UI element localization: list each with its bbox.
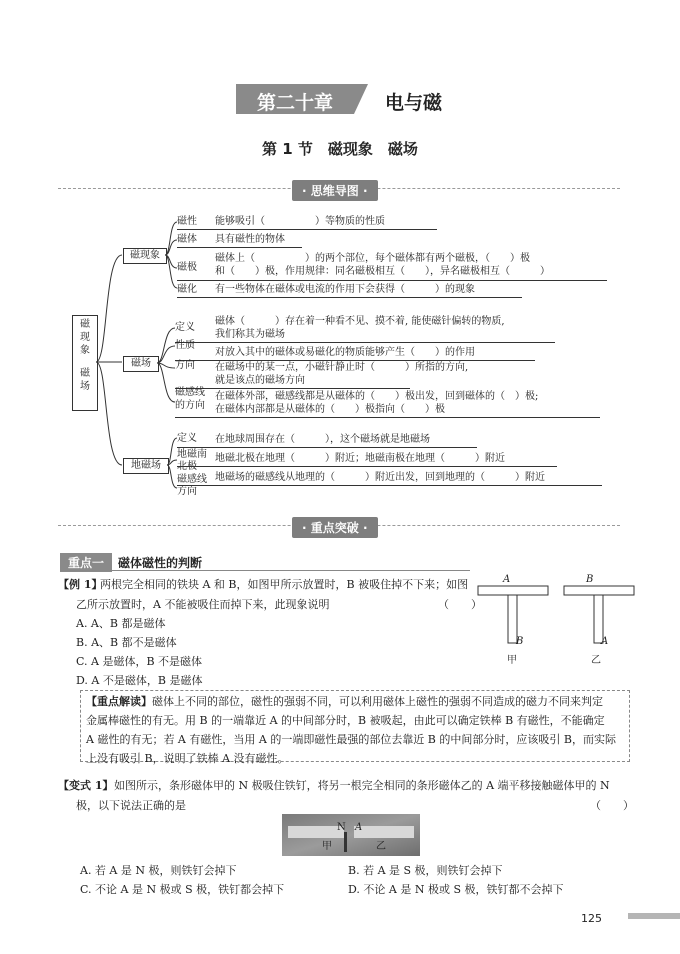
- mind-map-key: 定义: [175, 322, 195, 333]
- mind-map-text: 磁体上（ ）的两个部位，每个磁体都有两个磁极，（ ）极: [215, 253, 530, 264]
- mind-map-text: 具有磁性的物体: [215, 234, 285, 245]
- mind-map-group-label: 磁现象: [123, 248, 167, 264]
- variant-label: 【变式 1】: [58, 779, 114, 792]
- answer-paren: （ ）: [590, 799, 634, 812]
- analysis-text: 磁体上不同的部位，磁性的强弱不同，可以利用磁体上磁性的强弱不同造成的磁力不同来判定: [152, 695, 603, 708]
- underline: [177, 466, 557, 467]
- underline: [175, 417, 600, 418]
- underline: [175, 342, 555, 343]
- variant-text: 极，以下说法正确的是: [76, 799, 186, 812]
- group-brace: [167, 430, 177, 500]
- underline: [177, 280, 607, 281]
- mind-map-key: 磁性: [177, 216, 197, 227]
- mind-map-text: 和（ ）极，作用规律：同名磁极相互（ ），异名磁极相互（ ）: [215, 266, 550, 277]
- mind-map-key: 定义: [177, 433, 197, 444]
- root-char: 磁: [80, 319, 90, 330]
- chapter-title: 电与磁: [385, 92, 443, 114]
- underline: [175, 360, 535, 361]
- figure-label: A: [601, 636, 609, 647]
- root-char: [73, 357, 97, 367]
- chapter-number: 第二十章: [256, 92, 333, 114]
- example-text: 乙所示放置时，A 不能被吸住而掉下来，此现象说明: [76, 598, 330, 611]
- figure-label: A: [503, 574, 511, 585]
- figure-label: B: [516, 636, 524, 647]
- mind-map-text: 在地球周围存在（ ），这个磁场就是地磁场: [215, 434, 430, 445]
- key-section-badge: · 重点突破 ·: [292, 517, 378, 538]
- root-char: 现: [80, 332, 90, 343]
- option[interactable]: C. A 是磁体，B 不是磁体: [76, 655, 203, 668]
- example-label: 【例 1】: [58, 578, 103, 591]
- answer-paren: （ ）: [438, 598, 482, 611]
- mind-map-text: 在磁体内部都是从磁体的（ ）极指向（ ）极: [215, 404, 445, 415]
- figure-caption: 甲: [507, 655, 517, 666]
- chapter-banner-arrow: [354, 84, 368, 114]
- mind-map-key: 地磁南北极: [177, 449, 207, 472]
- page-number: 125: [581, 912, 602, 925]
- mind-map-key: 磁化: [177, 284, 197, 295]
- mind-map-text: 能够吸引（ ）等物质的性质: [215, 216, 385, 227]
- mind-map-key: 磁体: [177, 234, 197, 245]
- group-brace: [157, 318, 175, 418]
- variant-photo: [282, 814, 420, 856]
- mind-map-text: 地磁北极在地理（ ）附近；地磁南极在地理（ ）附近: [215, 453, 505, 464]
- option[interactable]: D. 不论 A 是 N 极或 S 极，铁钉都不会掉下: [348, 883, 564, 896]
- mind-map-key: 性质: [175, 340, 195, 351]
- mind-map-group-label: 磁场: [123, 356, 159, 372]
- mind-map-key: 磁感线的方向: [175, 387, 205, 411]
- key-section-badge-label: 重点突破: [310, 521, 359, 535]
- mind-map-text: 有一些物体在磁体或电流的作用下会获得（ ）的现象: [215, 284, 475, 295]
- figure-label: B: [586, 574, 594, 585]
- root-char: 象: [80, 345, 90, 356]
- mind-map-key: 方向: [175, 360, 195, 371]
- analysis-label: 【重点解读】: [86, 695, 152, 708]
- figure-caption: 乙: [591, 655, 601, 666]
- option[interactable]: B. 若 A 是 S 极，则铁钉会掉下: [348, 864, 503, 877]
- figure-label: N: [337, 822, 346, 833]
- mind-map-text: 就是该点的磁场方向: [215, 375, 305, 386]
- group-brace: [165, 216, 177, 296]
- root-char: 磁: [80, 368, 90, 379]
- analysis-line: A 磁性的有无；若 A 有磁性，当用 A 的一端即磁性最强的部位去靠近 B 的中间部分时，应该吸引 B，而实际: [86, 733, 616, 746]
- option[interactable]: C. 不论 A 是 N 极或 S 极，铁钉都会掉下: [80, 883, 285, 896]
- underline: [177, 247, 302, 248]
- variant-text: 如图所示，条形磁体甲的 N 极吸住铁钉，将另一根完全相同的条形磁体乙的 A 端平移接触磁体甲的 N: [114, 779, 610, 792]
- mind-map-badge: · 思维导图 ·: [292, 180, 378, 201]
- section-title: 第 1 节 磁现象 磁场: [262, 140, 418, 158]
- figure-label: A: [355, 822, 363, 833]
- underline: [177, 229, 437, 230]
- divider: [60, 570, 470, 571]
- root-char: 场: [80, 381, 90, 392]
- mind-map-text: 对放入其中的磁体或易磁化的物质能够产生（ ）的作用: [215, 347, 475, 358]
- key-point-title: 磁体磁性的判断: [118, 556, 203, 570]
- example-text: 两根完全相同的铁块 A 和 B，如图甲所示放置时，B 被吸住掉不下来；如图: [100, 578, 469, 591]
- mind-map-root: [72, 315, 98, 411]
- option[interactable]: A. A、B 都是磁体: [76, 617, 166, 630]
- underline: [177, 485, 602, 486]
- mind-map-text: 在磁体外部，磁感线都是从磁体的（ ）极出发，回到磁体的（ ）极;: [215, 391, 539, 402]
- page-number-bar: [628, 913, 680, 919]
- magnet-figure: [476, 572, 636, 664]
- mind-map-badge-label: 思维导图: [310, 184, 359, 198]
- analysis-line: [86, 692, 603, 711]
- mind-map-group-label: 地磁场: [123, 458, 169, 474]
- mind-map-key: 磁感线方向: [177, 474, 207, 497]
- analysis-line: 金属棒磁性的有无。用 B 的一端靠近 A 的中间部分时，B 被吸起，由此可以确定铁棒 B 有磁性，不能确定: [86, 714, 605, 727]
- figure-caption: 乙: [376, 841, 386, 852]
- mind-map-text: 磁体（ ）存在着一种看不见、摸不着, 能使磁针偏转的物质,: [215, 316, 505, 327]
- key-point-tag: 重点一: [60, 553, 112, 572]
- mind-map-text: 地磁场的磁感线从地理的（ ）附近出发，回到地理的（ ）附近: [215, 472, 545, 483]
- option[interactable]: A. 若 A 是 N 极，则铁钉会掉下: [80, 864, 237, 877]
- mind-map-text: 在磁场中的某一点，小磁针静止时（ ）所指的方向,: [215, 362, 469, 373]
- mind-map-key: 磁极: [177, 262, 197, 273]
- figure-caption: 甲: [322, 841, 332, 852]
- analysis-line: 上没有吸引 B，说明了铁棒 A 没有磁性。: [86, 752, 289, 765]
- option[interactable]: D. A 不是磁体，B 是磁体: [76, 674, 203, 687]
- root-brace: [96, 215, 126, 475]
- option[interactable]: B. A、B 都不是磁体: [76, 636, 177, 649]
- underline: [177, 447, 477, 448]
- mind-map-text: 我们称其为磁场: [215, 329, 285, 340]
- underline: [177, 297, 522, 298]
